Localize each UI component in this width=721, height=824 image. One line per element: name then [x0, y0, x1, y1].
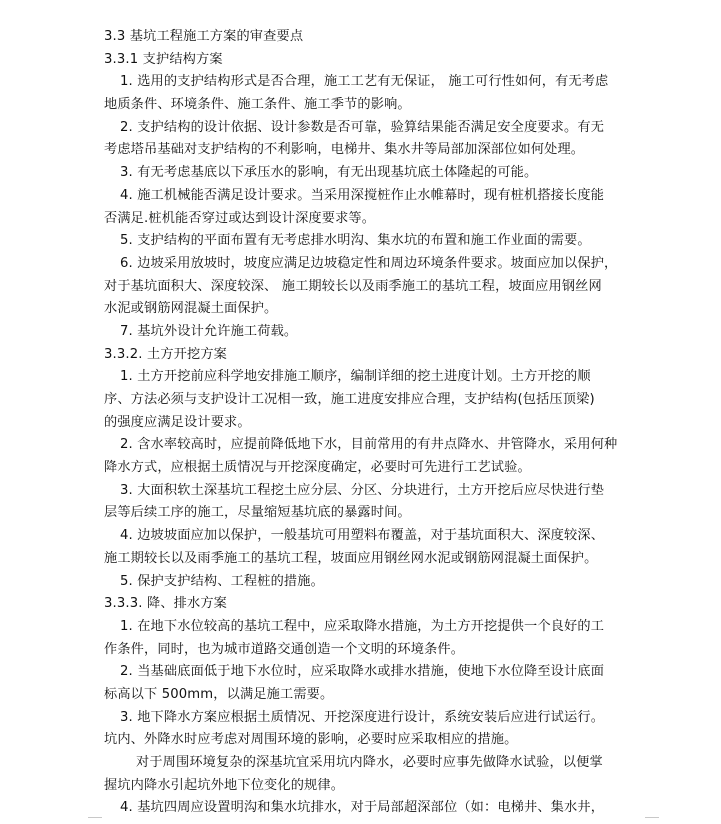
paragraph-line: 5. 支护结构的平面布置有无考虑排水明沟、集水坑的布置和施工作业面的需要。 [120, 233, 591, 249]
paragraph-line: 3. 有无考虑基底以下承压水的影响，有无出现基坑底土体隆起的可能。 [120, 165, 538, 181]
page-corner-mark-right [645, 817, 659, 824]
paragraph-line: 1. 土方开挖前应科学地安排施工顺序，编制详细的挖土进度计划。土方开挖的顺 [120, 369, 591, 385]
paragraph-line: 坑内、外降水时应考虑对周围环境的影响，必要时应采取相应的措施。 [104, 732, 518, 748]
subsection-heading: 3.3.3. 降、排水方案 [104, 596, 228, 612]
paragraph-line: 层等后续工序的施工，尽量缩短基坑底的暴露时间。 [104, 505, 411, 521]
paragraph-line: 标高以下 500mm，以满足施工需要。 [104, 686, 334, 702]
paragraph-line: 水泥或钢筋网混凝土面保护。 [104, 301, 278, 317]
paragraph-line: 7. 基坑外设计允许施工荷载。 [120, 323, 298, 339]
paragraph-line: 4. 施工机械能否满足设计要求。当采用深搅桩作止水帷幕时，现有桩机搭接长度能 [120, 187, 605, 203]
page-corner-mark-left [88, 817, 102, 824]
paragraph-line: 3. 地下降水方案应根据土质情况、开挖深度进行设计，系统安装后应进行试运行。 [120, 709, 605, 725]
paragraph-line: 施工期较长以及雨季施工的基坑工程，坡面应用钢丝网水泥或钢筋网混凝土面保护。 [104, 550, 598, 566]
paragraph-line: 2. 支护结构的设计依据、设计参数是否可靠，验算结果能否满足安全度要求。有无 [120, 119, 605, 135]
paragraph-line: 2. 当基础底面低于地下水位时，应采取降水或排水措施，使地下水位降至设计底面 [120, 664, 605, 680]
subsection-heading: 3.3.1 支护结构方案 [104, 51, 223, 67]
paragraph-line: 的强度应满足设计要求。 [104, 414, 251, 430]
paragraph-line: 1. 在地下水位较高的基坑工程中，应采取降水措施，为土方开挖提供一个良好的工 [120, 618, 605, 634]
paragraph-line: 1. 选用的支护结构形式是否合理，施工工艺有无保证， 施工可行性如何，有无考虑 [120, 74, 609, 90]
paragraph-line: 序、方法必须与支护设计工况相一致，施工进度安排应合理，支护结构(包括压顶梁) [104, 392, 595, 407]
paragraph-line: 3. 大面积软土深基坑工程挖土应分层、分区、分块进行，土方开挖后应尽快进行垫 [120, 482, 605, 498]
paragraph-line: 作条件，同时，也为城市道路交通创造一个文明的环境条件。 [104, 641, 465, 657]
paragraph-line: 地质条件、环境条件、施工条件、施工季节的影响。 [104, 97, 411, 113]
section-heading: 3.3 基坑工程施工方案的审查要点 [104, 29, 304, 44]
paragraph-line: 6. 边坡采用放坡时，坡度应满足边坡稳定性和周边环境条件要求。坡面应加以保护， [120, 255, 618, 271]
paragraph-line: 降水方式，应根据土质情况与开挖深度确定，必要时可先进行工艺试验。 [104, 460, 531, 476]
paragraph-line: 否满足.桩机能否穿过或达到设计深度要求等。 [104, 210, 376, 226]
paragraph-line: 2. 含水率较高时，应提前降低地下水，目前常用的有井点降水、井管降水，采用何种 [120, 437, 618, 453]
paragraph-line: 对于基坑面积大、深度较深、 施工期较长以及雨季施工的基坑工程，坡面应用钢丝网 [104, 278, 602, 294]
paragraph-line: 对于周围环境复杂的深基坑宜采用坑内降水，必要时应事先做降水试验，以便掌 [136, 755, 603, 770]
paragraph-line: 握坑内降水引起坑外地下位变化的规律。 [104, 777, 345, 793]
paragraph-line: 考虑塔吊基础对支护结构的不利影响，电梯井、集水井等局部加深部位如何处理。 [104, 142, 585, 158]
subsection-heading: 3.3.2. 土方开挖方案 [104, 346, 228, 362]
paragraph-line: 4. 基坑四周应设置明沟和集水坑排水，对于局部超深部位（如：电梯井、集水井， [120, 800, 605, 816]
paragraph-line: 4. 边坡坡面应加以保护，一般基坑可用塑料布覆盖，对于基坑面积大、深度较深、 [120, 528, 605, 544]
document-body [104, 26, 644, 820]
paragraph-line: 5. 保护支护结构、工程桩的措施。 [120, 573, 324, 589]
